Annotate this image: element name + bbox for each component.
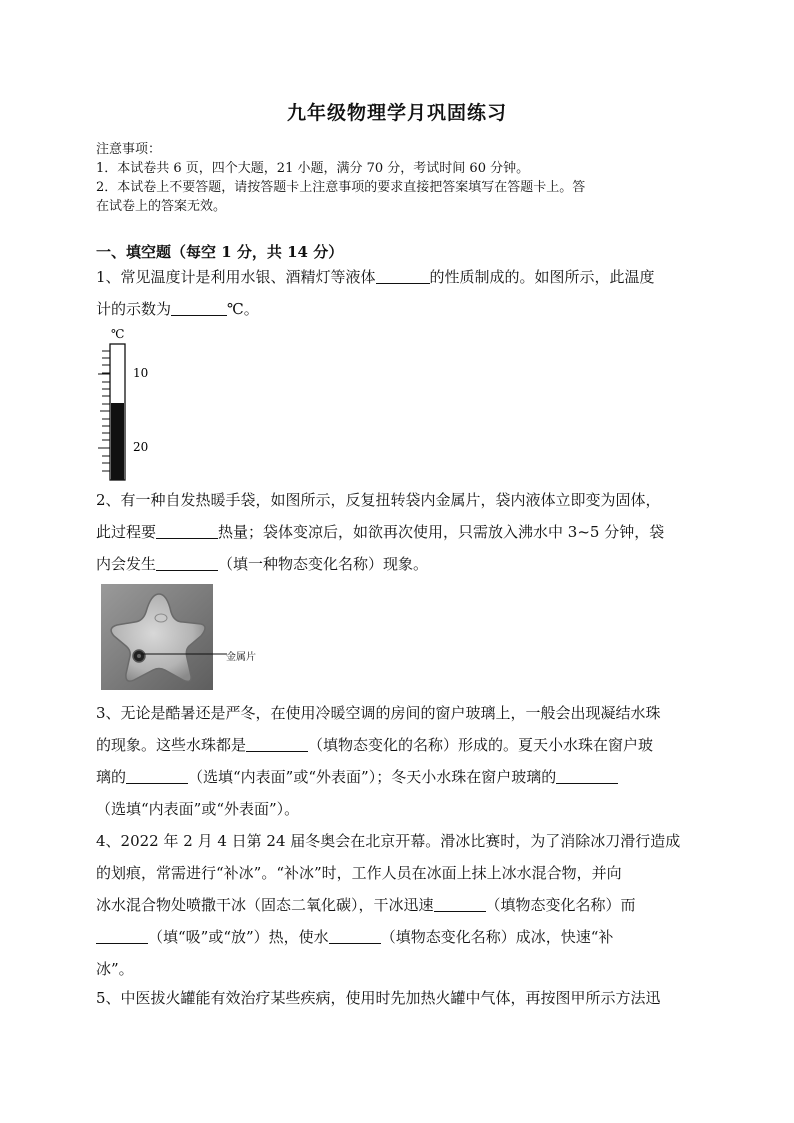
answer-blank [156,523,218,539]
notice-block [96,140,706,216]
q3-text-f: （选填“内表面”或“外表面”）。 [96,800,300,818]
label-leader-line [139,648,229,660]
answer-blank [434,896,486,912]
q3-text-e: （选填“内表面”或“外表面”）；冬天小水珠在窗户玻璃的 [188,768,557,786]
thermometer-scale-ticks [98,351,110,471]
q4-text-d: （填物态变化名称）而 [485,896,636,914]
thermometer-figure [96,322,166,484]
q2-text-b: 此过程要 [96,523,157,541]
answer-blank [126,768,188,784]
thermometer-label-20: 20 [133,440,149,454]
answer-blank [246,736,308,752]
question-4 [96,825,700,985]
notice-heading: 注意事项： [96,142,162,157]
thermometer-unit: ℃ [111,327,125,341]
question-3 [96,697,700,825]
answer-blank [171,300,227,316]
q1-text-a: 1、常见温度计是利用水银、酒精灯等液体 [96,268,376,286]
q5-text-a: 5、中医拔火罐能有效治疗某些疾病，使用时先加热火罐中气体，再按图甲所示方法迅 [96,989,661,1007]
notice-item-2: 2．本试卷上不要答题，请按答题卡上注意事项的要求直接把答案填写在答题卡上。答 [96,180,586,195]
q1-text-b: 的性质制成的。如图所示，此温度 [429,268,655,286]
q2-text-c: 热量；袋体变凉后，如欲再次使用，只需放入沸水中 3~5 分钟，袋 [218,523,665,541]
q4-text-b: 的划痕，常需进行“补冰”。“补冰”时，工作人员在冰面上抹上冰水混合物，并向 [96,864,622,882]
metal-piece-label: 金属片 [226,652,256,663]
question-1 [96,261,700,325]
answer-blank [329,928,381,944]
q3-text-a: 3、无论是酷暑还是严冬，在使用冷暖空调的房间的窗户玻璃上，一般会出现凝结水珠 [96,704,661,722]
section-heading-fill-blank: 一、填空题（每空 1 分，共 14 分） [96,243,344,261]
hand-warmer-photo [101,584,213,690]
answer-blank [96,928,148,944]
q4-text-a: 4、2022 年 2 月 4 日第 24 届冬奥会在北京开幕。滑冰比赛时，为了消除冰刀滑行造成 [96,832,681,850]
answer-blank [376,268,430,284]
q4-text-c: 冰水混合物处喷撒干冰（固态二氧化碳），干冰迅速 [96,896,434,914]
question-5 [96,982,700,1014]
notice-item-2-cont: 在试卷上的答案无效。 [96,199,227,214]
q2-text-e: （填一种物态变化名称）现象。 [218,555,429,573]
q1-text-d: ℃。 [227,300,259,318]
thermometer-liquid-column [111,403,124,480]
q3-text-d: 璃的 [96,768,127,786]
notice-item-1: 1．本试卷共 6 页，四个大题，21 小题，满分 70 分，考试时间 60 分钟。 [96,161,530,176]
q4-text-e: （填“吸”或“放”）热，使水 [148,928,329,946]
page-title: 九年级物理学月巩固练习 [286,102,507,124]
q4-text-f: （填物态变化名称）成冰，快速“补 [380,928,614,946]
q2-text-a: 2、有一种自发热暖手袋，如图所示，反复扭转袋内金属片，袋内液体立即变为固体， [96,491,661,509]
q3-text-b: 的现象。这些水珠都是 [96,736,247,754]
question-2 [96,484,700,580]
q3-text-c: （填物态变化的名称）形成的。夏天小水珠在窗户玻 [308,736,654,754]
q2-text-d: 内会发生 [96,555,157,573]
q1-text-c: 计的示数为 [96,300,172,318]
answer-blank [156,555,218,571]
answer-blank [556,768,618,784]
q4-text-g: 冰”。 [96,960,134,978]
thermometer-label-10: 10 [133,366,149,380]
